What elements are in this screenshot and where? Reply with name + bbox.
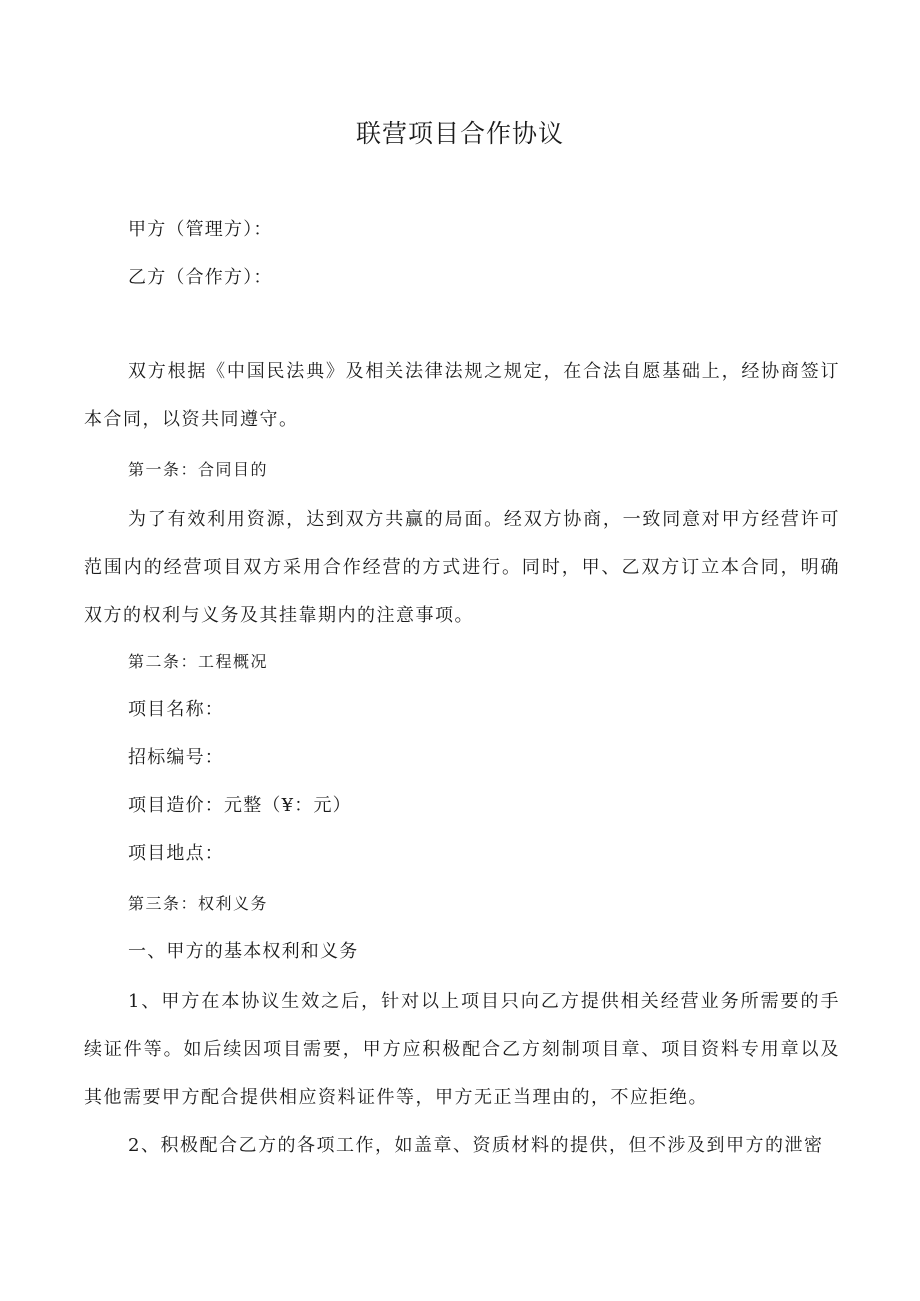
article3-heading: 第三条：权利义务 <box>128 894 269 913</box>
section1-heading: 一、甲方的基本权利和义务 <box>128 941 359 962</box>
party-a-line: 甲方（管理方）： <box>128 219 273 240</box>
article1-paragraph: 为了有效利用资源，达到双方共赢的局面。经双方协商，一致同意对甲方经营许可范围内的经营项目双方采用合作经营的方式进行。同时，甲、乙双方订立本合同，明确双方的权利与义务及其挂靠期内的注意事项。 <box>84 509 840 626</box>
tender-number-line: 招标编号： <box>128 747 224 768</box>
article2-heading: 第二条：工程概况 <box>128 652 269 671</box>
project-name-line: 项目名称： <box>128 699 224 720</box>
document-title: 联营项目合作协议 <box>355 119 564 148</box>
item1-paragraph: 1、甲方在本协议生效之后，针对以上项目只向乙方提供相关经营业务所需要的手续证件等。如后续因项目需要，甲方应积极配合乙方刻制项目章、项目资料专用章以及其他需要甲方配合提供相应资料证件等，甲方无正当理由的，不应拒绝。 <box>84 991 840 1108</box>
item2-paragraph: 2、积极配合乙方的各项工作，如盖章、资质材料的提供，但不涉及到甲方的泄密 <box>128 1135 824 1156</box>
preamble-paragraph: 双方根据《中国民法典》及相关法律法规之规定，在合法自愿基础上，经协商签订本合同，以资共同遵守。 <box>84 361 840 430</box>
project-cost-line: 项目造价：元整（¥：元） <box>128 795 352 816</box>
party-b-line: 乙方（合作方）： <box>128 267 273 288</box>
article1-heading: 第一条：合同目的 <box>128 460 269 479</box>
project-location-line: 项目地点： <box>128 843 224 864</box>
